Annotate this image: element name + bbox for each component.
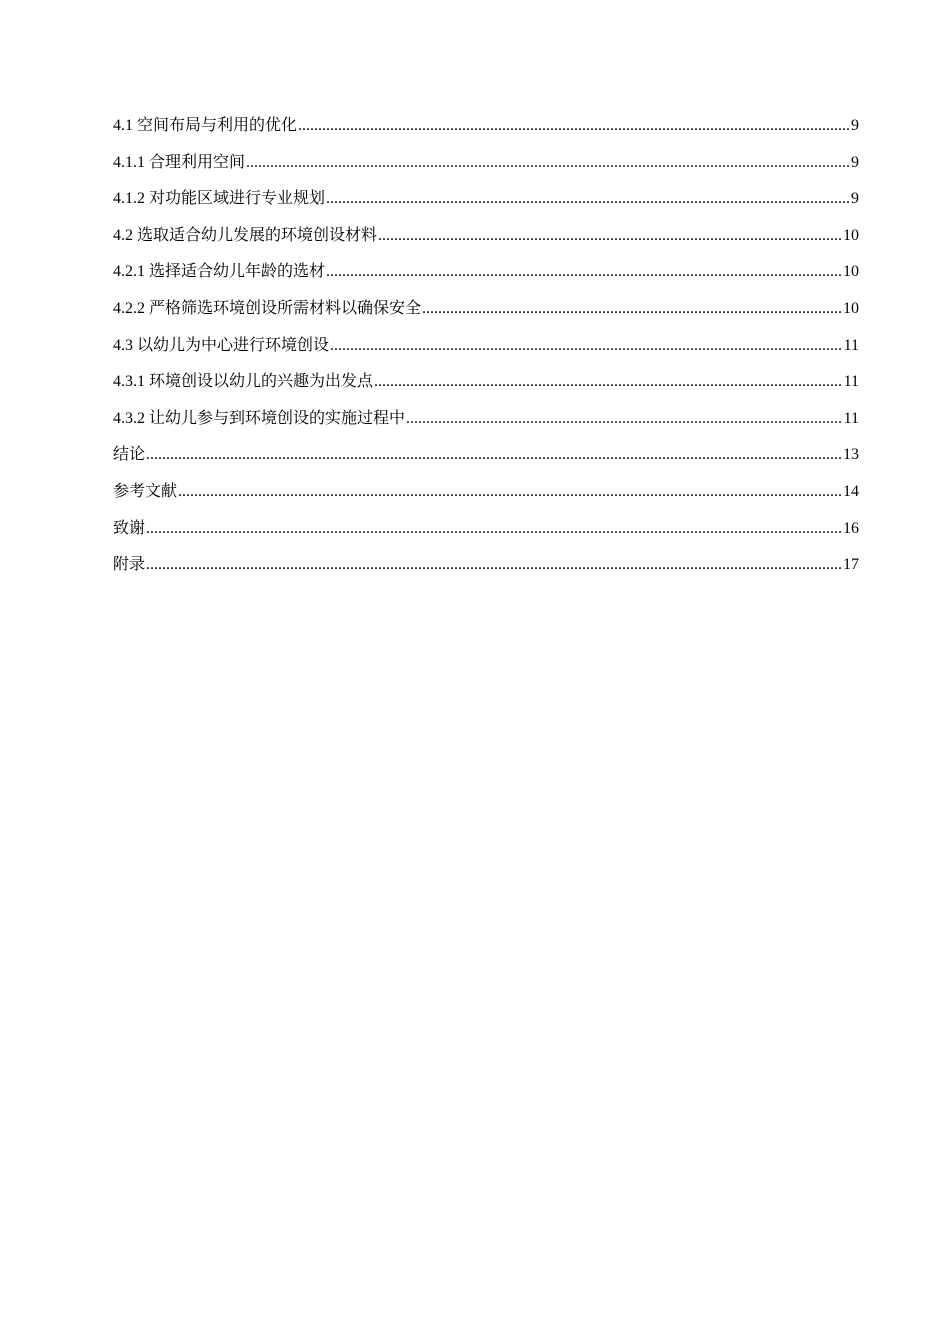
toc-entry-title: 附录 bbox=[113, 556, 146, 574]
toc-entry[interactable] bbox=[113, 222, 859, 259]
toc-entry-title: 4.2.1 选择适合幼儿年龄的选材 bbox=[113, 263, 326, 281]
toc-dot-leader bbox=[378, 222, 842, 250]
toc-entry-title: 致谢 bbox=[113, 519, 146, 537]
toc-entry[interactable] bbox=[113, 258, 859, 295]
toc-entry[interactable] bbox=[113, 405, 859, 442]
toc-entry-title: 4.1.2 对功能区域进行专业规划 bbox=[113, 190, 326, 208]
toc-entry[interactable] bbox=[113, 295, 859, 332]
toc-dot-leader bbox=[422, 295, 842, 323]
toc-dot-leader bbox=[178, 478, 842, 506]
toc-entry-title: 参考文献 bbox=[113, 482, 178, 500]
toc-entry-title: 4.1.1 合理利用空间 bbox=[113, 153, 246, 171]
toc-entry-page: 13 bbox=[843, 446, 859, 464]
toc-entry-page: 10 bbox=[843, 263, 859, 281]
toc-entry[interactable] bbox=[113, 551, 859, 588]
toc-entry-page: 14 bbox=[843, 482, 859, 500]
toc-dot-leader bbox=[326, 185, 850, 213]
toc-entry[interactable] bbox=[113, 478, 859, 515]
toc-entry-title: 4.1 空间布局与利用的优化 bbox=[113, 117, 298, 134]
toc-entry[interactable] bbox=[113, 185, 859, 222]
toc-entry-page: 17 bbox=[843, 556, 859, 574]
toc-entry[interactable] bbox=[113, 112, 859, 149]
toc-entry[interactable] bbox=[113, 332, 859, 369]
toc-dot-leader bbox=[146, 515, 842, 543]
toc-entry-page: 9 bbox=[851, 153, 859, 171]
toc-dot-leader bbox=[374, 368, 843, 396]
toc-dot-leader bbox=[298, 112, 850, 140]
toc-entry-page: 10 bbox=[843, 226, 859, 244]
toc-dot-leader bbox=[146, 551, 842, 579]
toc-entry-title: 4.3.2 让幼儿参与到环境创设的实施过程中 bbox=[113, 409, 406, 427]
toc-entry-title: 4.3 以幼儿为中心进行环境创设 bbox=[113, 336, 330, 354]
toc-entry-title: 4.3.1 环境创设以幼儿的兴趣为出发点 bbox=[113, 373, 374, 391]
toc-entry-page: 9 bbox=[851, 117, 859, 134]
toc-entry-page: 10 bbox=[843, 299, 859, 317]
table-of-contents bbox=[113, 112, 859, 588]
toc-entry-title: 4.2.2 严格筛选环境创设所需材料以确保安全 bbox=[113, 299, 422, 317]
toc-dot-leader bbox=[326, 258, 842, 286]
toc-dot-leader bbox=[146, 441, 842, 469]
toc-entry-page: 11 bbox=[843, 409, 859, 427]
toc-dot-leader bbox=[246, 149, 850, 177]
toc-dot-leader bbox=[330, 332, 843, 360]
toc-entry-page: 16 bbox=[843, 519, 859, 537]
toc-entry[interactable] bbox=[113, 515, 859, 552]
toc-entry[interactable] bbox=[113, 441, 859, 478]
toc-dot-leader bbox=[406, 405, 843, 433]
toc-entry-title: 结论 bbox=[113, 446, 146, 464]
toc-entry[interactable] bbox=[113, 149, 859, 186]
toc-entry-page: 9 bbox=[851, 190, 859, 208]
toc-entry-page: 11 bbox=[843, 373, 859, 391]
toc-entry[interactable] bbox=[113, 368, 859, 405]
toc-entry-page: 11 bbox=[843, 336, 859, 354]
toc-entry-title: 4.2 选取适合幼儿发展的环境创设材料 bbox=[113, 226, 378, 244]
